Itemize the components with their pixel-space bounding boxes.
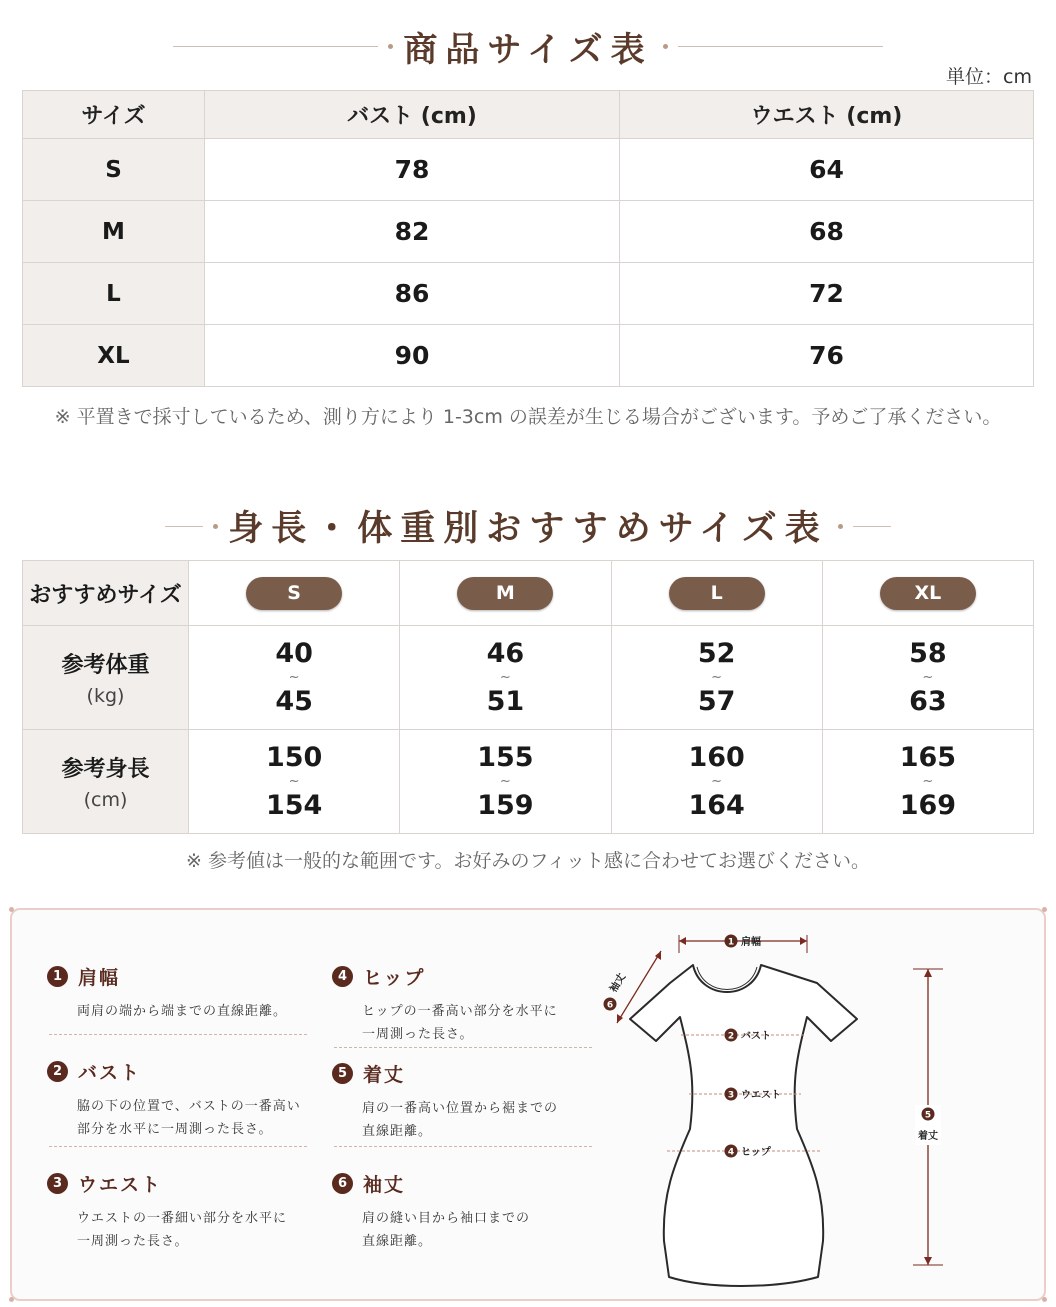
- size-chart-title: 商品サイズ表: [403, 29, 653, 70]
- desc-line: 部分を水平に一周測った長さ。: [77, 1122, 273, 1137]
- range-min: 165: [899, 742, 957, 773]
- hip-label: ヒップ: [741, 1147, 771, 1158]
- size-cell: S: [23, 139, 205, 201]
- range-tilde: ~: [288, 774, 300, 789]
- height-header: [23, 730, 189, 834]
- bust-cell: 90: [205, 325, 620, 387]
- table-row: [23, 201, 1034, 263]
- range-min: 52: [697, 638, 736, 669]
- table-row: [23, 325, 1034, 387]
- corner-dot: [9, 1297, 14, 1302]
- size-pill: M: [457, 577, 553, 610]
- guide-item-shoulder: [47, 963, 287, 1023]
- waist-cell: 76: [620, 325, 1034, 387]
- desc-line: 直線距離。: [362, 1124, 433, 1139]
- range-min: 150: [265, 742, 323, 773]
- range-max: 154: [265, 790, 323, 821]
- height-unit: (cm): [83, 789, 128, 811]
- dashed-divider: [334, 1146, 592, 1147]
- range-max: 57: [697, 686, 736, 717]
- weight-cell: [400, 626, 611, 730]
- guide-item-title: バスト: [78, 1062, 142, 1084]
- range-min: 155: [477, 742, 534, 773]
- desc-line: 脇の下の位置で、バストの一番高い: [77, 1099, 301, 1114]
- guide-item-title: ヒップ: [363, 967, 426, 989]
- range-tilde: ~: [711, 774, 723, 789]
- bust-cell: 86: [205, 263, 620, 325]
- number-badge: 4: [332, 966, 353, 987]
- desc-line: 両肩の端から端までの直線距離。: [77, 1004, 288, 1019]
- number-badge: 6: [332, 1173, 353, 1194]
- desc-line: 一周測った長さ。: [77, 1234, 189, 1249]
- recommend-size-row: [23, 561, 1034, 626]
- guide-item-hip: [332, 963, 558, 1046]
- arrow-head: [924, 969, 932, 977]
- badge-number: 6: [606, 1000, 614, 1011]
- range-max: 169: [899, 790, 957, 821]
- weight-row: [23, 626, 1034, 730]
- guide-item-bust: [47, 1058, 301, 1141]
- dress-diagram: [585, 915, 985, 1295]
- header-size: サイズ: [23, 91, 205, 139]
- range-tilde: ~: [288, 670, 300, 685]
- range-tilde: ~: [499, 774, 511, 789]
- recommend-title: 身長・体重別おすすめサイズ表: [228, 508, 828, 549]
- number-badge: 2: [47, 1061, 68, 1082]
- shoulder-label: 肩幅: [741, 937, 761, 948]
- weight-cell: [611, 626, 822, 730]
- size-pill-cell: [189, 561, 400, 626]
- desc-line: 直線距離。: [362, 1234, 433, 1249]
- range-min: 160: [688, 742, 745, 773]
- guide-item-desc: [77, 1095, 301, 1141]
- waist-cell: 68: [620, 201, 1034, 263]
- height-cell: [189, 730, 400, 834]
- waist-label: ウエスト: [741, 1090, 781, 1101]
- size-pill-cell: [400, 561, 611, 626]
- title-rule-right: [678, 46, 883, 47]
- badge-number: 3: [727, 1090, 735, 1101]
- size-chart-note: ※ 平置きで採寸しているため、測り方により 1-3cm の誤差が生じる場合がございます。予めご了承ください。: [54, 406, 1002, 428]
- waist-cell: 72: [620, 263, 1034, 325]
- guide-item-desc: [77, 1000, 287, 1023]
- desc-line: 肩の一番高い位置から裾までの: [362, 1101, 559, 1116]
- badge-number: 2: [727, 1031, 735, 1042]
- size-cell: L: [23, 263, 205, 325]
- number-badge: 1: [47, 966, 68, 987]
- bust-label: バスト: [741, 1031, 771, 1042]
- height-cell: [822, 730, 1033, 834]
- bust-cell: 78: [205, 139, 620, 201]
- sleeve-label: 袖丈: [608, 971, 629, 995]
- recommend-table: [22, 560, 1034, 834]
- title-rule-left: [165, 526, 203, 527]
- weight-cell: [189, 626, 400, 730]
- desc-line: 一周測った長さ。: [362, 1027, 474, 1042]
- size-cell: M: [23, 201, 205, 263]
- size-cell: XL: [23, 325, 205, 387]
- arrow-head: [679, 937, 686, 945]
- range-min: 58: [909, 638, 947, 669]
- dashed-divider: [49, 1034, 307, 1035]
- range-tilde: ~: [499, 670, 511, 685]
- range-tilde: ~: [922, 774, 934, 789]
- range-min: 40: [275, 638, 313, 669]
- title-dot-right: [663, 44, 668, 49]
- range-min: 46: [486, 638, 525, 669]
- range-tilde: ~: [711, 670, 723, 685]
- number-badge: 3: [47, 1173, 68, 1194]
- corner-dot: [1042, 907, 1047, 912]
- guide-item-title: 着丈: [363, 1064, 406, 1086]
- weight-cell: [822, 626, 1033, 730]
- desc-line: 肩の縫い目から袖口までの: [362, 1211, 531, 1226]
- height-cell: [400, 730, 611, 834]
- desc-line: ヒップの一番高い部分を水平に: [362, 1004, 558, 1019]
- weight-label: 参考体重: [61, 653, 150, 678]
- range-max: 51: [486, 686, 525, 717]
- range-tilde: ~: [922, 670, 934, 685]
- corner-dot: [9, 907, 14, 912]
- desc-line: ウエストの一番細い部分を水平に: [77, 1211, 288, 1226]
- size-pill: S: [246, 577, 342, 610]
- corner-dot: [1042, 1297, 1047, 1302]
- title-dot-left: [213, 524, 218, 529]
- guide-item-waist: [47, 1170, 287, 1253]
- height-cell: [611, 730, 822, 834]
- guide-item-title: 肩幅: [78, 967, 121, 989]
- guide-item-desc: [362, 1000, 558, 1046]
- dress-outline: [630, 965, 857, 1286]
- size-pill-cell: [611, 561, 822, 626]
- size-pill: L: [669, 577, 765, 610]
- weight-unit: (kg): [86, 685, 125, 707]
- dashed-divider: [334, 1047, 592, 1048]
- size-table: [22, 90, 1034, 387]
- arrow-head: [800, 937, 807, 945]
- range-max: 164: [688, 790, 745, 821]
- weight-header: [23, 626, 189, 730]
- height-row: [23, 730, 1034, 834]
- guide-item-title: ウエスト: [78, 1174, 163, 1196]
- recommend-note: ※ 参考値は一般的な範囲です。お好みのフィット感に合わせてお選びください。: [186, 850, 870, 872]
- arrow-head: [924, 1257, 932, 1265]
- range-max: 45: [275, 686, 313, 717]
- guide-item-desc: [362, 1097, 558, 1143]
- badge-number: 4: [727, 1147, 735, 1158]
- unit-label: 単位：cm: [946, 66, 1032, 88]
- guide-item-desc: [77, 1207, 287, 1253]
- title-dot-left: [388, 44, 393, 49]
- size-table-header-row: [23, 91, 1034, 139]
- size-pill: XL: [880, 577, 976, 610]
- range-max: 159: [477, 790, 534, 821]
- header-bust: バスト (cm): [205, 91, 620, 139]
- number-badge: 5: [332, 1063, 353, 1084]
- title-rule-left: [173, 46, 378, 47]
- header-waist: ウエスト (cm): [620, 91, 1034, 139]
- guide-item-sleeve: [332, 1170, 530, 1253]
- badge-number: 1: [727, 937, 735, 948]
- length-label: 着丈: [918, 1131, 938, 1142]
- height-label: 参考身長: [61, 757, 150, 782]
- size-pill-cell: [822, 561, 1033, 626]
- recommend-title-row: [0, 500, 1056, 552]
- range-max: 63: [909, 686, 947, 717]
- guide-item-length: [332, 1060, 558, 1143]
- guide-item-desc: [362, 1207, 530, 1253]
- recommend-size-header: おすすめサイズ: [23, 561, 189, 626]
- title-rule-right: [853, 526, 891, 527]
- bust-cell: 82: [205, 201, 620, 263]
- guide-item-title: 袖丈: [363, 1174, 406, 1196]
- badge-number: 5: [924, 1110, 932, 1121]
- size-chart-title-row: [0, 22, 1056, 70]
- dashed-divider: [49, 1146, 307, 1147]
- table-row: [23, 263, 1034, 325]
- title-dot-right: [838, 524, 843, 529]
- table-row: [23, 139, 1034, 201]
- waist-cell: 64: [620, 139, 1034, 201]
